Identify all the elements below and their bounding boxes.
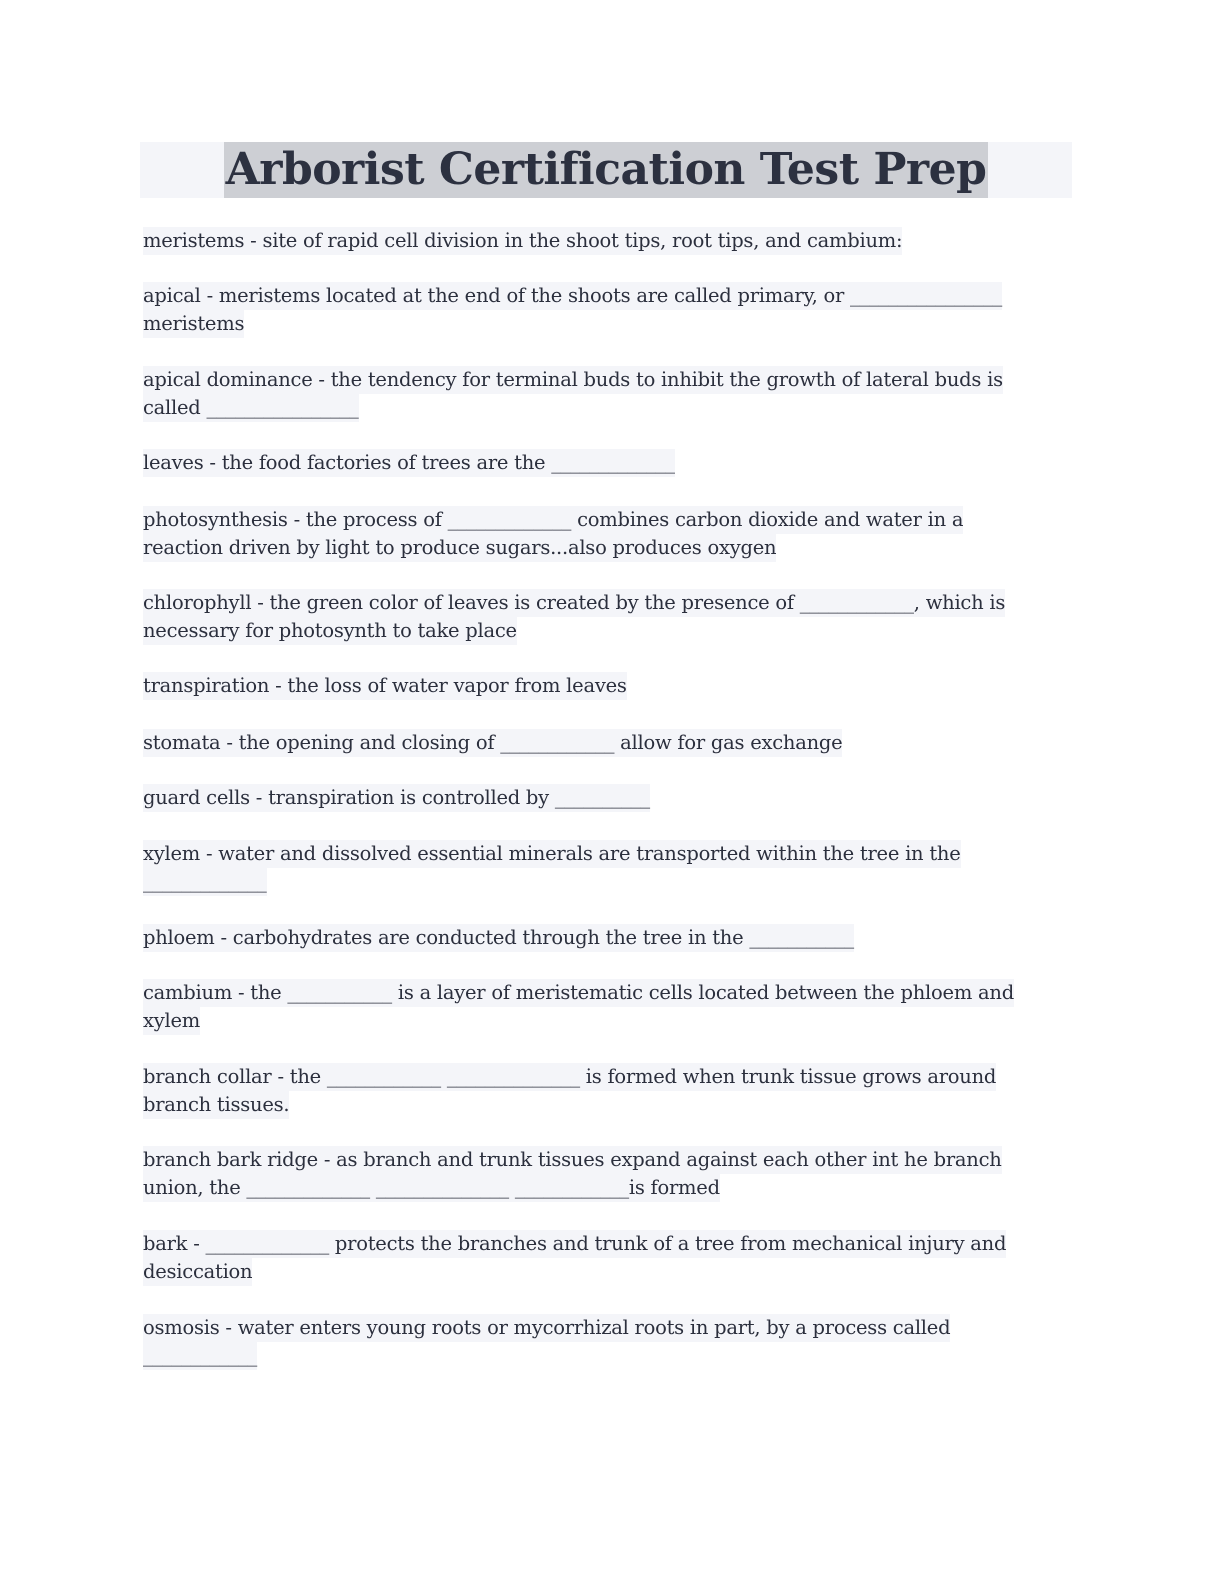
flashcard (143, 506, 1048, 562)
flashcard (143, 589, 1048, 645)
card-line: xylem - water and dissolved essential minerals are transported within the tree in the (143, 840, 961, 868)
card-line: transpiration - the loss of water vapor from leaves (143, 672, 627, 700)
card-line: cambium - the ___________ is a layer of meristematic cells located between the phloem and (143, 979, 1014, 1007)
flashcard (143, 1063, 1048, 1119)
flashcard (143, 1314, 1048, 1370)
card-line: branch tissues. (143, 1091, 289, 1119)
card-line: called ________________ (143, 394, 359, 422)
card-line: bark - _____________ protects the branches and trunk of a tree from mechanical injury and (143, 1230, 1006, 1258)
card-line: branch collar - the ____________ ______________ is formed when trunk tissue grows around (143, 1063, 996, 1091)
flashcard (143, 784, 1048, 812)
card-line: photosynthesis - the process of _____________ combines carbon dioxide and water in a (143, 506, 963, 534)
flashcard (143, 1146, 1048, 1202)
flashcard (143, 366, 1048, 422)
card-line: ____________ (143, 1342, 257, 1370)
card-line: _____________ (143, 868, 267, 896)
flashcard (143, 227, 1048, 255)
flashcard (143, 672, 1048, 700)
flashcard (143, 979, 1048, 1035)
card-line: desiccation (143, 1258, 252, 1286)
flashcard (143, 282, 1048, 338)
flashcard (143, 1230, 1048, 1286)
card-line: apical dominance - the tendency for terminal buds to inhibit the growth of lateral buds is (143, 366, 1003, 394)
flashcard (143, 840, 1048, 896)
card-line: leaves - the food factories of trees are the _____________ (143, 449, 675, 477)
card-line: chlorophyll - the green color of leaves is created by the presence of ____________, which is (143, 589, 1005, 617)
flashcard (143, 924, 1048, 952)
title-band (140, 142, 1072, 198)
card-line: reaction driven by light to produce sugars...also produces oxygen (143, 534, 776, 562)
flashcard (143, 449, 1048, 477)
card-line: phloem - carbohydrates are conducted through the tree in the ___________ (143, 924, 854, 952)
card-line: necessary for photosynth to take place (143, 617, 517, 645)
document-title: Arborist Certification Test Prep (224, 142, 989, 198)
card-line: osmosis - water enters young roots or mycorrhizal roots in part, by a process called (143, 1314, 950, 1342)
card-line: xylem (143, 1007, 200, 1035)
card-line: apical - meristems located at the end of the shoots are called primary, or ________________ (143, 282, 1002, 310)
flashcard (143, 729, 1048, 757)
card-line: guard cells - transpiration is controlled by __________ (143, 784, 650, 812)
card-line: meristems - site of rapid cell division in the shoot tips, root tips, and cambium: (143, 227, 902, 255)
card-line: stomata - the opening and closing of ____________ allow for gas exchange (143, 729, 842, 757)
card-line: union, the _____________ ______________ ____________is formed (143, 1174, 720, 1202)
card-line: branch bark ridge - as branch and trunk tissues expand against each other int he branch (143, 1146, 1002, 1174)
card-line: meristems (143, 310, 244, 338)
